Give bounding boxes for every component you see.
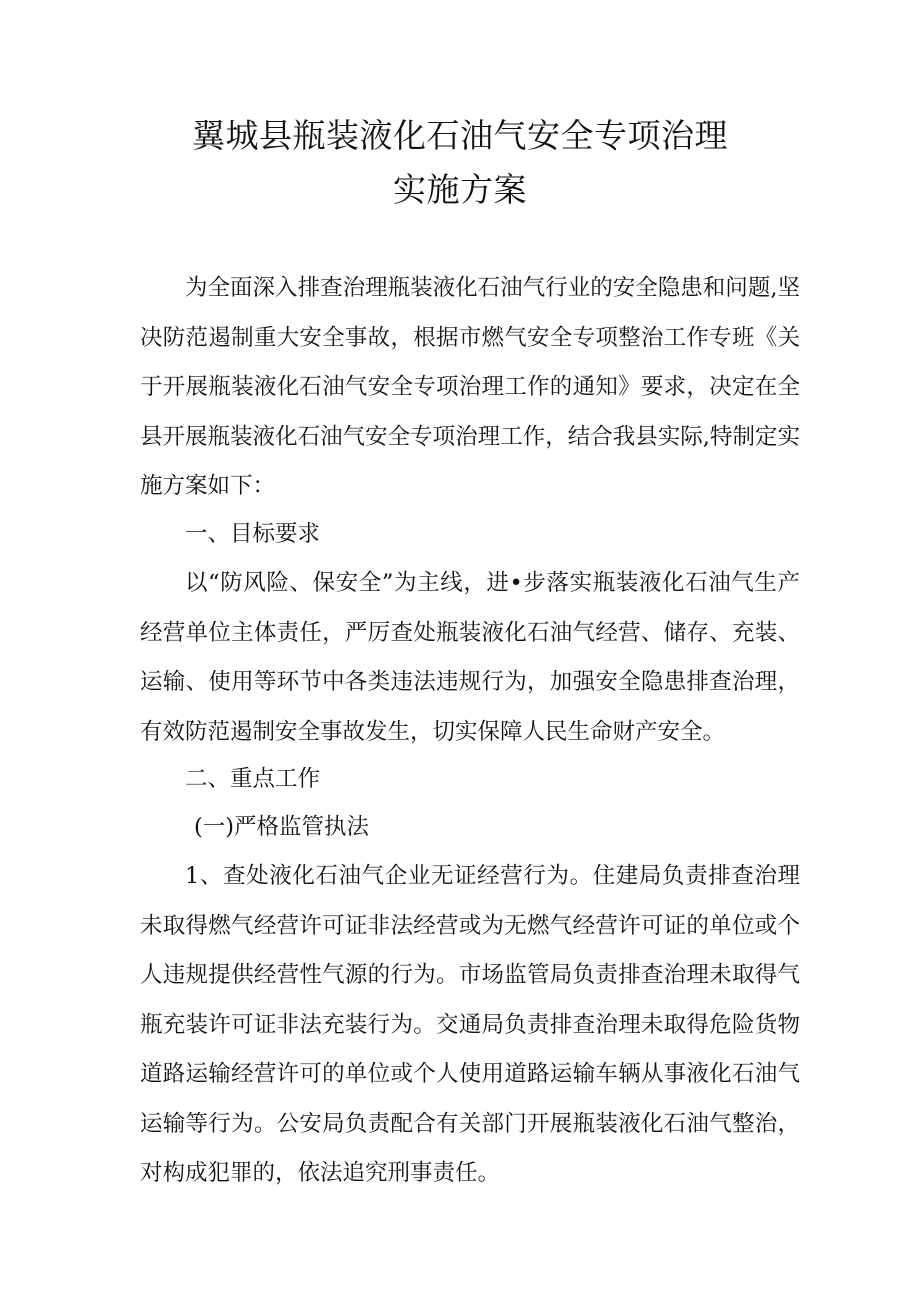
intro-paragraph: 为全面深入排查治理瓶装液化石油气行业的安全隐患和问题,坚决防范遏制重大安全事故，根据市燃气安全专项整治工作专班《关于开展瓶装液化石油气安全专项治理工作的通知》要求，决定在全县开展瓶装液化石油气安全专项治理工作，结合我县实际,特制定实施方案如下： bbox=[140, 275, 800, 499]
section1-paragraph: 以“防风险、保安全”为主线，进•步落实瓶装液化石油气生产经营单位主体责任，严厉查处瓶装液化石油气经营、储存、充装、运输、使用等环节中各类违法违规行为，加强安全隐患排查治理，有效防范遏制安全事故发生，切实保障人民生命财产安全。 bbox=[140, 570, 800, 745]
section1-paragraph-block bbox=[140, 559, 800, 757]
document-title-line2: 实施方案 bbox=[393, 170, 527, 209]
item1-paragraph: 1、查处液化石油气企业无证经营行为。住建局负责排查治理未取得燃气经营许可证非法经营或为无燃气经营许可证的单位或个人违规提供经营性气源的行为。市场监管局负责排查治理未取得气瓶充装许可证非法充装行为。交通局负责排查治理未取得危险货物道路运输经营许可的单位或个人使用道路运输车辆从事液化石油气运输等行为。公安局负责配合有关部门开展瓶装液化石油气整治，对构成犯罪的，依法追究刑事责任。 bbox=[140, 863, 800, 1186]
subsection1-heading-block bbox=[140, 803, 800, 853]
section2-heading: 二、重点工作 bbox=[185, 766, 321, 792]
document-title-line1: 翼城县瓶装液化石油气安全专项治理 bbox=[192, 116, 728, 155]
section1-heading: 一、目标要求 bbox=[185, 521, 321, 547]
section1-heading-block bbox=[140, 510, 800, 560]
intro-paragraph-block bbox=[140, 264, 800, 512]
section2-heading-block bbox=[140, 755, 800, 805]
subsection1-heading: (一)严格监管执法 bbox=[194, 814, 370, 840]
item1-paragraph-block bbox=[140, 852, 800, 1199]
